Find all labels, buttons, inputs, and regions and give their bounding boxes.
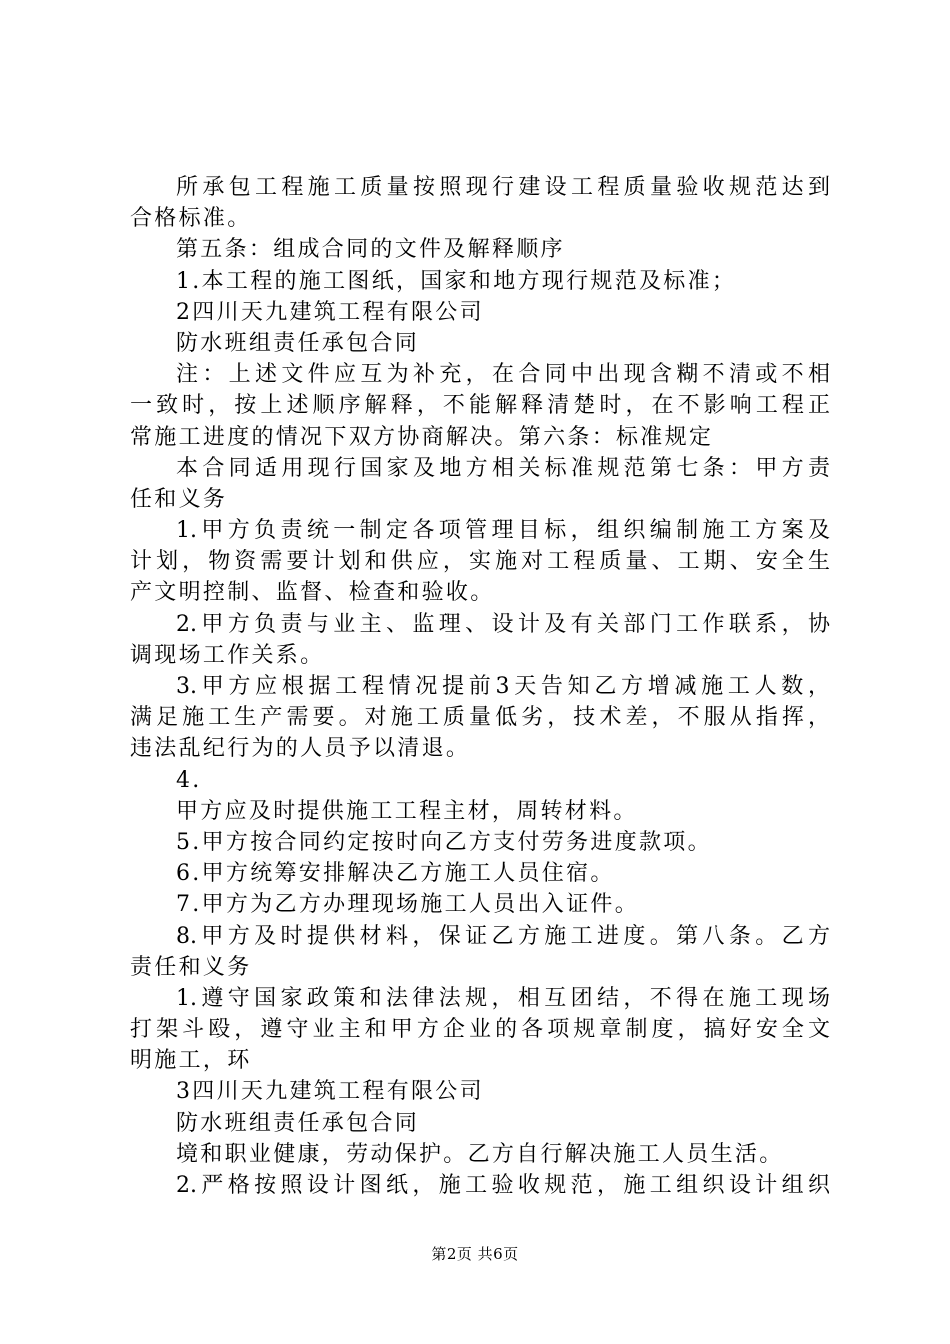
paragraph-line: 1.本工程的施工图纸，国家和地方现行规范及标准； [176,268,737,294]
paragraph-line: 6.甲方统筹安排解决乙方施工人员住宿。 [176,861,615,887]
paragraph-line: 一致时，按上述顺序解释，不能解释清楚时，在不影响工程正 [130,393,830,419]
page-header-company: 2四川天九建筑工程有限公司 [176,299,484,325]
paragraph-line: 明施工，环 [130,1048,252,1074]
paragraph-line: 所承包工程施工质量按照现行建设工程质量验收规范达到 [176,175,830,200]
paragraph-line: 2.严格按照设计图纸，施工验收规范，施工组织设计组织 [176,1173,830,1198]
paragraph-line: 任和义务 [130,486,228,512]
paragraph-line: 1.遵守国家政策和法律法规，相互团结，不得在施工现场 [176,985,830,1011]
page-header-title: 防水班组责任承包合同 [176,330,420,356]
paragraph-line: 境和职业健康，劳动保护。乙方自行解决施工人员生活。 [176,1141,784,1167]
paragraph-line: 合格标准。 [130,206,252,232]
paragraph-line: 2.甲方负责与业主、监理、设计及有关部门工作联系，协 [176,611,830,637]
page-number-footer: 第2页 共6页 [431,1245,519,1263]
paragraph-line: 7.甲方为乙方办理现场施工人员出入证件。 [176,892,639,918]
paragraph-line: 常施工进度的情况下双方协商解决。第六条：标准规定 [130,424,714,450]
paragraph-line: 违法乱纪行为的人员予以清退。 [130,736,471,762]
paragraph-line: 甲方应及时提供施工工程主材，周转材料。 [176,798,638,824]
paragraph-line: 8.甲方及时提供材料，保证乙方施工进度。第八条。乙方 [176,923,830,949]
paragraph-line: 产文明控制、监督、检查和验收。 [130,580,495,606]
paragraph-line: 5.甲方按合同约定按时向乙方支付劳务进度款项。 [176,829,712,855]
paragraph-line: 4. [176,767,202,793]
paragraph-line: 1.甲方负责统一制定各项管理目标，组织编制施工方案及 [176,518,830,544]
paragraph-line: 满足施工生产需要。对施工质量低劣，技术差，不服从指挥， [130,705,830,731]
paragraph-line: 3.甲方应根据工程情况提前3天告知乙方增减施工人数， [176,674,830,699]
paragraph-line: 责任和义务 [130,954,252,980]
page-header-title: 防水班组责任承包合同 [176,1110,420,1136]
paragraph-line: 注：上述文件应互为补充，在合同中出现含糊不清或不相 [176,362,830,388]
paragraph-line: 本合同适用现行国家及地方相关标准规范第七条：甲方责 [176,455,830,481]
paragraph-line: 打架斗殴，遵守业主和甲方企业的各项规章制度，搞好安全文 [130,1017,830,1043]
document-body [130,172,830,1201]
paragraph-line: 调现场工作关系。 [130,642,325,668]
paragraph-line: 计划，物资需要计划和供应，实施对工程质量、工期、安全生 [130,549,830,575]
page-header-company: 3四川天九建筑工程有限公司 [176,1079,484,1105]
article-heading: 第五条：组成合同的文件及解释顺序 [176,237,565,263]
